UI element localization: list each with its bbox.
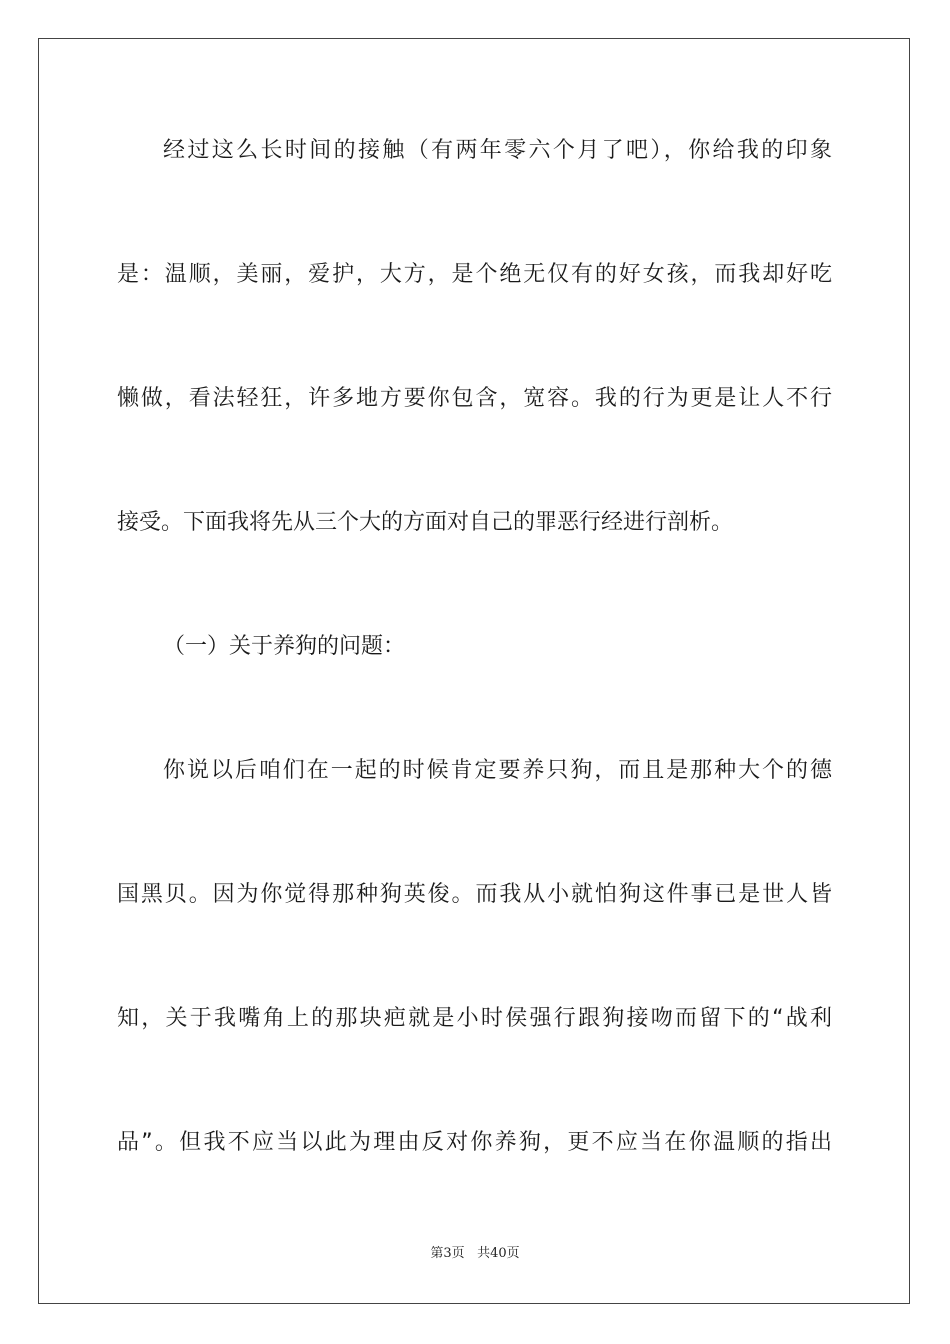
page-footer xyxy=(0,1245,950,1263)
total-pages: 共40页 xyxy=(477,1246,520,1261)
page-number: 第3页 xyxy=(430,1246,465,1261)
body-text-line: 知，关于我嘴角上的那块疤就是小时侯强行跟狗接吻而留下的“战利 xyxy=(117,1006,832,1031)
body-text-line: 你说以后咱们在一起的时候肯定要养只狗，而且是那种大个的德 xyxy=(163,758,832,783)
body-text-line: 接受。下面我将先从三个大的方面对自己的罪恶行经进行剖析。 xyxy=(117,510,734,535)
body-text-line: 国黑贝。因为你觉得那种狗英俊。而我从小就怕狗这件事已是世人皆 xyxy=(117,882,832,907)
body-text-line: 懒做，看法轻狂，许多地方要你包含，宽容。我的行为更是让人不行 xyxy=(117,386,832,411)
section-heading: （一）关于养狗的问题： xyxy=(163,634,406,659)
body-text-line: 经过这么长时间的接触（有两年零六个月了吧），你给我的印象 xyxy=(163,138,832,163)
page-border xyxy=(38,38,910,1304)
body-text-line: 是：温顺，美丽，爱护，大方，是个绝无仅有的好女孩，而我却好吃 xyxy=(117,262,832,287)
body-text-line: 品”。但我不应当以此为理由反对你养狗，更不应当在你温顺的指出 xyxy=(117,1130,832,1155)
